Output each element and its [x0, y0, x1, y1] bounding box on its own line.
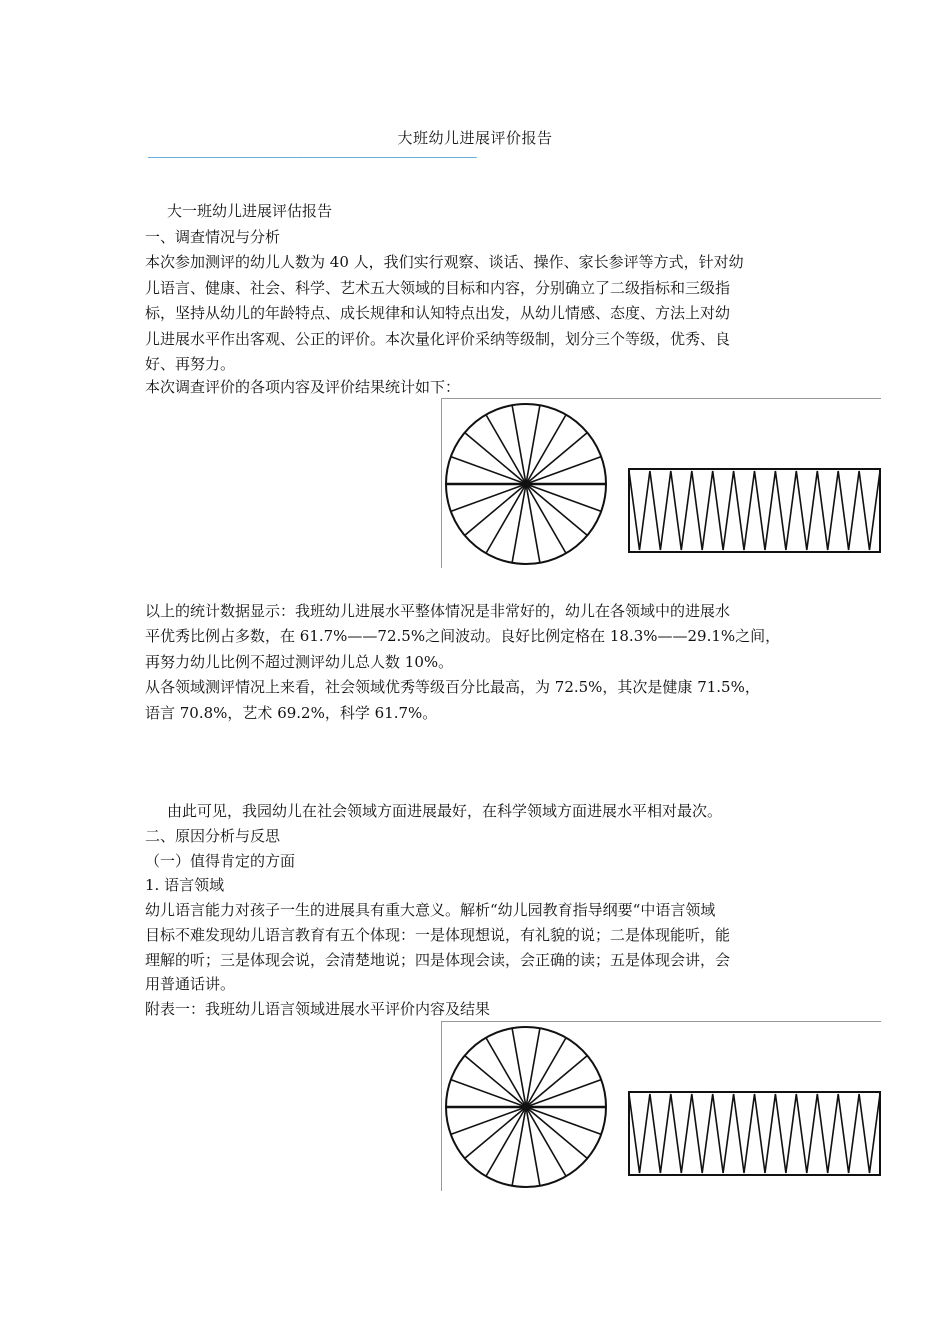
- report-subtitle: 大一班幼儿进展评估报告: [167, 202, 333, 220]
- text-line: 理解的听；三是体现会说，会清楚地说；四是体现会读，会正确的读；五是体现会讲，会: [145, 951, 731, 969]
- text-line: 语言 70.8%，艺术 69.2%，科学 61.7%。: [145, 704, 438, 722]
- stats-intro: 本次调查评价的各项内容及评价结果统计如下：: [145, 378, 461, 396]
- text-line: 儿进展水平作出客观、公正的评价。本次量化评价采纳等级制，划分三个等级，优秀、良: [145, 330, 731, 348]
- spoked-wheel-icon: [446, 404, 606, 564]
- subsection-heading-positive: （一）值得肯定的方面: [145, 852, 296, 870]
- conclusion-text: 由此可见，我园幼儿在社会领域方面进展最好，在科学领域方面进展水平相对最次。: [167, 802, 723, 820]
- stats-figure-placeholder: [441, 398, 881, 568]
- title-underline: ——————————————————————————————————————————: [148, 150, 477, 162]
- appendix-figure-placeholder: [441, 1021, 881, 1191]
- placeholder-graphic: [441, 398, 881, 568]
- text-line: 以上的统计数据显示：我班幼儿进展水平整体情况是非常好的，幼儿在各领域中的进展水: [145, 602, 731, 620]
- text-line: 本次参加测评的幼儿人数为 40 人，我们实行观察、谈话、操作、家长参评等方式，针对幼: [145, 253, 744, 271]
- text-line: 平优秀比例占多数，在 61.7%——72.5%之间波动。良好比例定格在 18.3%——29.1%之间，: [145, 627, 781, 645]
- appendix-caption: 附表一：我班幼儿语言领域进展水平评价内容及结果: [145, 1000, 491, 1018]
- document-title: 大班幼儿进展评价报告: [397, 129, 553, 147]
- text-line: 再努力幼儿比例不超过测评幼儿总人数 10%。: [145, 653, 454, 671]
- section-heading-analysis: 二、原因分析与反思: [145, 827, 281, 845]
- text-line: 标，坚持从幼儿的年龄特点、成长规律和认知特点出发，从幼儿情感、态度、方法上对幼: [145, 304, 731, 322]
- spoked-wheel-icon: [446, 1027, 606, 1187]
- text-line: 目标不难发现幼儿语言教育有五个体现：一是体现想说，有礼貌的说；二是体现能听，能: [145, 926, 731, 944]
- text-line: 好、再努力。: [145, 355, 236, 373]
- item-heading-language: 1. 语言领域: [145, 876, 225, 894]
- placeholder-graphic: [441, 1021, 881, 1191]
- text-line: 用普通话讲。: [145, 975, 236, 993]
- text-line: 从各领域测评情况上来看，社会领域优秀等级百分比最高，为 72.5%，其次是健康 71.5%，: [145, 678, 760, 696]
- zigzag-band-icon: [629, 469, 880, 552]
- text-line: 幼儿语言能力对孩子一生的进展具有重大意义。解析“幼儿园教育指导纲要“中语言领域: [145, 901, 716, 919]
- zigzag-band-icon: [629, 1092, 880, 1175]
- section-heading-survey: 一、调查情况与分析: [145, 228, 281, 246]
- text-line: 儿语言、健康、社会、科学、艺术五大领域的目标和内容，分别确立了二级指标和三级指: [145, 279, 731, 297]
